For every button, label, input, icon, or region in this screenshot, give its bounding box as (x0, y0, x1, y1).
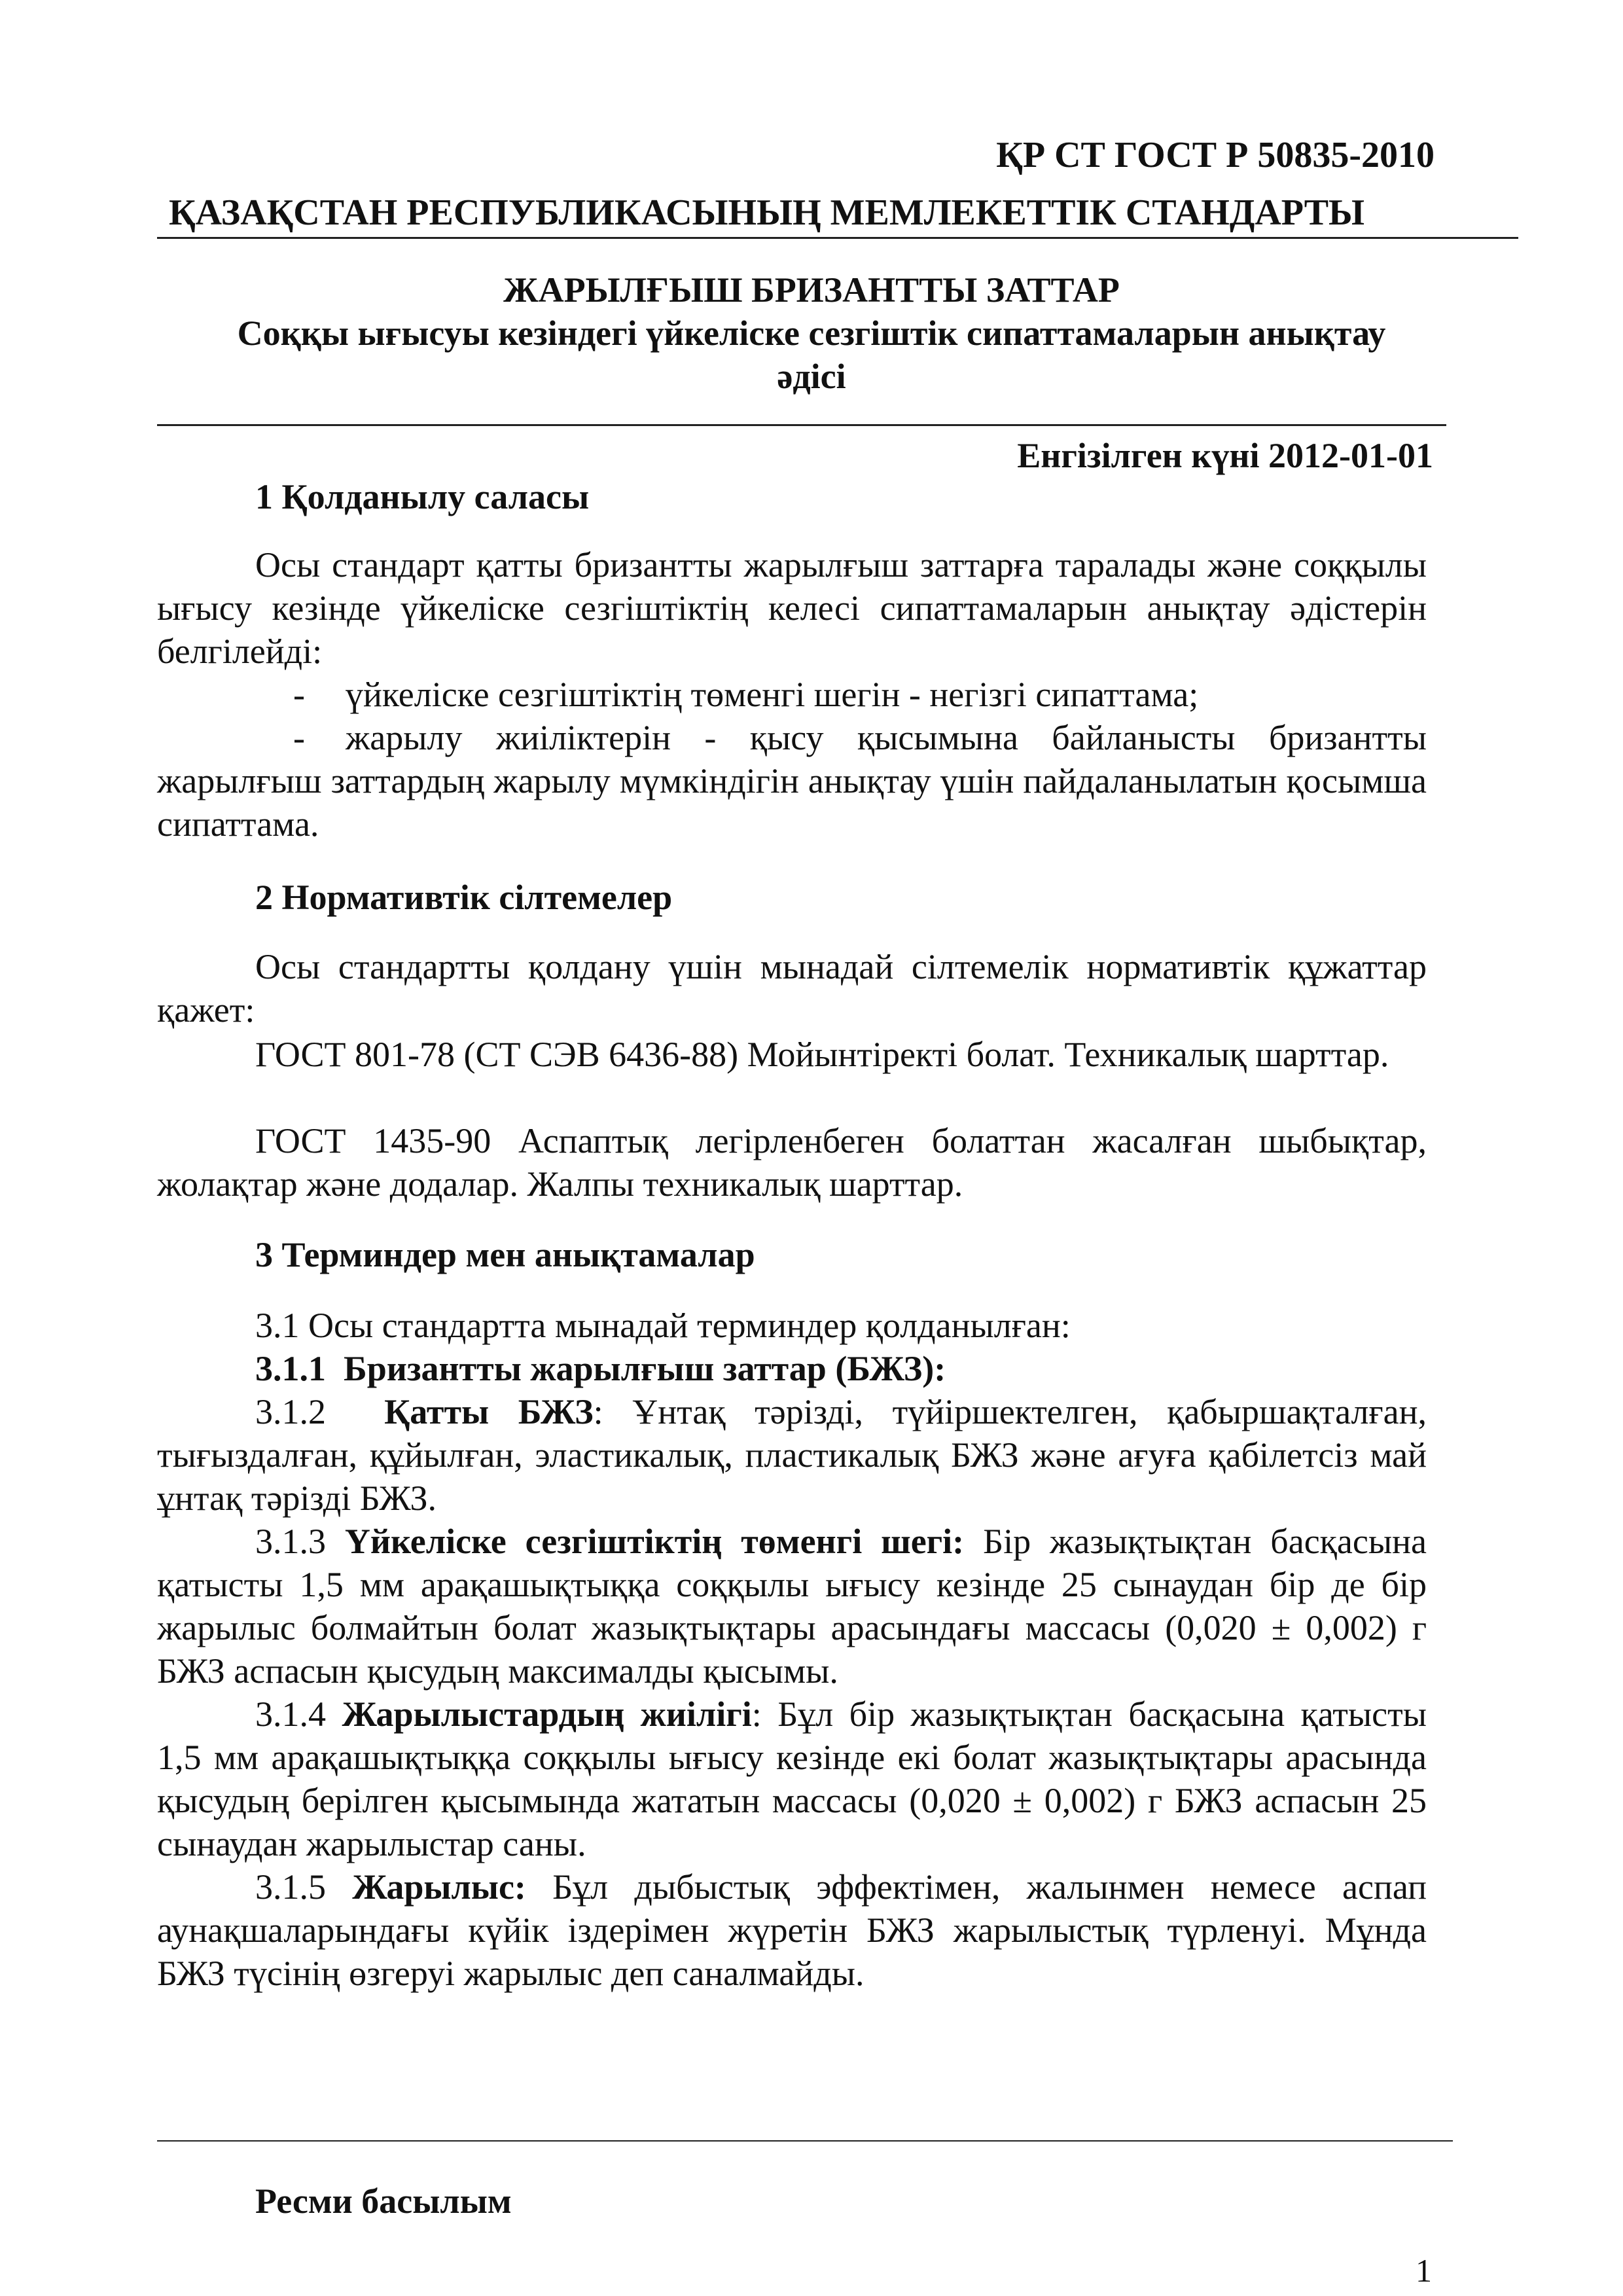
reference-gost-801-text: ГОСТ 801-78 (СТ СЭВ 6436-88) Мойынтіректі болат. Техникалық шарттар. (255, 1035, 1389, 1074)
section-1-bullet-2 (157, 716, 1427, 846)
bullet-1-text: үйкеліске сезгіштіктің төменгі шегін - негізгі сипаттама; (346, 675, 1199, 714)
bullet-dash: - (293, 675, 305, 714)
header-rule (157, 237, 1518, 239)
document-subtitle-line2: әдісі (777, 357, 846, 396)
term-3-1-5-title: Жарылыс: (352, 1867, 526, 1907)
term-3-1-2-definition: : Ұнтақ тәрізді, түйіршектелген, қабыршақталған, тығыздалған, құйылған, эластикалық, пластикалық БЖЗ және ағуға қабілетсіз май ұнтақ тәрізді БЖЗ. (157, 1392, 1427, 1518)
title-rule (157, 424, 1446, 426)
section-3-intro-text: 3.1 Осы стандартта мынадай терминдер қолданылған: (255, 1306, 1071, 1345)
term-3-1-2-title: Қатты БЖЗ (384, 1392, 594, 1431)
section-2-heading: 2 Нормативтік сілтемелер (255, 878, 673, 917)
section-3-intro (157, 1304, 1427, 1347)
reference-gost-1435 (157, 1119, 1427, 1206)
standard-code: ҚР СТ ГОСТ Р 50835-2010 (996, 135, 1435, 175)
section-1-intro-text: Осы стандарт қатты бризантты жарылғыш заттарға таралады және соққылы ығысу кезінде үйкеліске сезгіштіктің келесі сипаттамаларын анықтау әдістерін белгілейді: (157, 545, 1427, 671)
term-3-1-1-number: 3.1.1 (255, 1349, 326, 1388)
term-3-1-5 (157, 1865, 1427, 1995)
term-3-1-3-definition: Бір жазықтықтан басқасына қатысты 1,5 мм арақашықтыққа соққылы ығысу кезінде 25 сынаудан бір де бір жарылыс болмайтын болат жазықтықтары арасындағы массасы (0,020 ± 0,002) г БЖЗ аспасын қысудың максималды қысымы. (157, 1522, 1427, 1691)
page-number: 1 (1416, 2252, 1432, 2289)
term-3-1-1-title: Бризантты жарылғыш заттар (БЖЗ): (344, 1349, 946, 1388)
effective-date: Енгізілген күні 2012-01-01 (1017, 436, 1433, 475)
reference-gost-1435-text: ГОСТ 1435-90 Аспаптық легірленбеген болаттан жасалған шыбықтар, жолақтар және додалар. Жалпы техникалық шарттар. (157, 1121, 1427, 1204)
term-3-1-5-definition: Бұл дыбыстық эффектімен, жалынмен немесе аспап аунақшаларындағы күйік іздерімен жүретін БЖЗ жарылыстық түрленуі. Мұнда БЖЗ түсінің өзгеруі жарылыс деп саналмайды. (157, 1867, 1427, 1993)
section-2-intro (157, 945, 1427, 1031)
term-3-1-2-number: 3.1.2 (255, 1392, 326, 1431)
term-3-1-4-number: 3.1.4 (255, 1695, 326, 1734)
state-standard-title: ҚАЗАҚСТАН РЕСПУБЛИКАСЫНЫҢ МЕМЛЕКЕТТІК СТАНДАРТЫ (169, 192, 1365, 233)
term-3-1-3-title: Үйкеліске сезгіштіктің төменгі шегі: (344, 1522, 965, 1561)
term-3-1-4-title: Жарылыстардың жиілігі (342, 1695, 752, 1734)
term-3-1-4 (157, 1693, 1427, 1865)
section-1-bullet-1 (293, 673, 1425, 716)
term-3-1-2 (157, 1390, 1427, 1520)
term-3-1-3 (157, 1520, 1427, 1693)
document-title: ЖАРЫЛҒЫШ БРИЗАНТТЫ ЗАТТАР (503, 270, 1120, 310)
section-3-heading: 3 Терминдер мен анықтамалар (255, 1235, 755, 1274)
document-subtitle-line1: Соққы ығысуы кезіндегі үйкеліске сезгіштік сипаттамаларын анықтау (237, 314, 1386, 353)
reference-gost-801 (157, 1033, 1427, 1076)
section-1-intro (157, 543, 1427, 673)
section-2-intro-text: Осы стандартты қолдану үшін мынадай сілтемелік нормативтік құжаттар қажет: (157, 947, 1427, 1030)
bullet-dash: - (293, 718, 305, 757)
term-3-1-4-definition: : Бұл бір жазықтықтан басқасына қатысты 1,5 мм арақашықтыққа соққылы ығысу кезінде екі болат жазықтықтары арасында қысудың берілген қысымында жататын массасы (0,020 ± 0,002) г БЖЗ аспасын 25 сынаудан жарылыстар саны. (157, 1695, 1427, 1863)
term-3-1-1 (157, 1347, 1427, 1390)
term-3-1-5-number: 3.1.5 (255, 1867, 326, 1907)
bullet-2-text: жарылу жиіліктерін - қысу қысымына байланысты бризантты жарылғыш заттардың жарылу мүмкіндігін анықтау үшін пайдаланылатын қосымша сипаттама. (157, 718, 1427, 844)
footer-rule (157, 2140, 1453, 2142)
section-1-heading: 1 Қолданылу саласы (255, 477, 590, 516)
official-publication-label: Ресми басылым (255, 2181, 512, 2221)
term-3-1-3-number: 3.1.3 (255, 1522, 326, 1561)
